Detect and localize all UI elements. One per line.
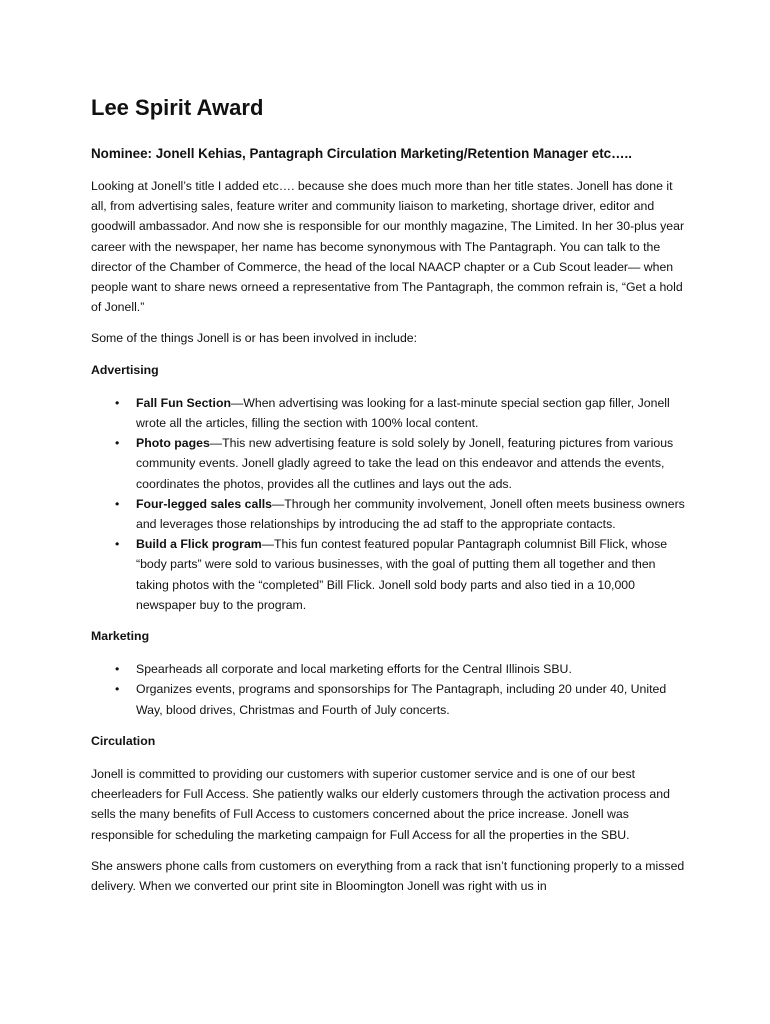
bullet-icon: • xyxy=(115,662,120,677)
list-item xyxy=(91,433,689,494)
item-lead: Fall Fun Section xyxy=(136,395,231,410)
nominee-heading: Nominee: Jonell Kehias, Pantagraph Circulation Marketing/Retention Manager etc….. xyxy=(91,146,632,161)
item-text: —This new advertising feature is sold solely by Jonell, featuring pictures from various community events. Jonell gladly agreed to take the lead on this endeavor and attends the events, coordinates the photos, provides all the cutlines and lays out the ads. xyxy=(136,436,674,491)
bullet-icon: • xyxy=(115,436,120,451)
circulation-paragraph-continued: She answers phone calls from customers on everything from a rack that isn’t functioning properly to a missed delivery. When we converted our print site in Bloomington Jonell was right with us in xyxy=(91,858,685,894)
list-item xyxy=(91,679,689,719)
item-text: Organizes events, programs and sponsorships for The Pantagraph, including 20 under 40, United Way, blood drives, Christmas and Fourth of July concerts. xyxy=(136,682,667,717)
advertising-list xyxy=(91,393,689,615)
item-lead: Build a Flick program xyxy=(136,537,262,552)
list-item xyxy=(91,659,689,679)
intro-paragraph: Looking at Jonell’s title I added etc…. because she does much more than her title states. Jonell has done it all, from advertising sales, feature writer and community liaison to marketing, shortage driver, editor and goodwill ambassador. And now she is responsible for our monthly magazine, The Limited. In her 30-plus year career with the newspaper, her name has become synonymous with The Pantagraph. You can talk to the director of the Chamber of Commerce, the head of the local NAACP chapter or a Cub Scout leader— when people want to share news orneed a representative from The Pantagraph, the common refrain is, “Get a hold of Jonell.” xyxy=(91,179,685,315)
item-text: —When advertising was looking for a last-minute special section gap filler, Jonell wrote all the articles, filling the section with 100% local content. xyxy=(136,395,670,431)
involvement-intro: Some of the things Jonell is or has been involved in include: xyxy=(91,331,418,346)
item-text: Spearheads all corporate and local marketing efforts for the Central Illinois SBU. xyxy=(136,662,572,677)
bullet-icon: • xyxy=(115,537,120,552)
item-lead: Four-legged sales calls xyxy=(136,496,272,511)
circulation-paragraph: Jonell is committed to providing our customers with superior customer service and is one of our best cheerleaders for Full Access. She patiently walks our elderly customers through the activation process and sells the many benefits of Full Access to customers concerned about the price increase. Jonell was responsible for scheduling the marketing campaign for Full Access for all the properties in the SBU. xyxy=(91,767,670,842)
list-item xyxy=(91,393,689,433)
marketing-list xyxy=(91,659,689,720)
list-item xyxy=(91,494,689,534)
advertising-heading: Advertising xyxy=(91,362,159,377)
marketing-heading: Marketing xyxy=(91,629,150,644)
list-item xyxy=(91,534,689,615)
page-title: Lee Spirit Award xyxy=(91,95,264,120)
item-text: —This fun contest featured popular Pantagraph columnist Bill Flick, whose “body parts” were sold to various businesses, with the goal of putting them all together and then taking photos with the “completed” Bill Flick. Jonell sold body parts and also tied in a 10,000 newspaper buy to the program. xyxy=(136,537,668,612)
document-body xyxy=(91,93,689,907)
item-text: —Through her community involvement, Jonell often meets business owners and leverages those relationships by introducing the ad staff to the appropriate contacts. xyxy=(136,496,685,532)
item-lead: Photo pages xyxy=(136,436,210,451)
bullet-icon: • xyxy=(115,496,120,511)
bullet-icon: • xyxy=(115,682,120,697)
bullet-icon: • xyxy=(115,395,120,410)
circulation-heading: Circulation xyxy=(91,733,156,748)
